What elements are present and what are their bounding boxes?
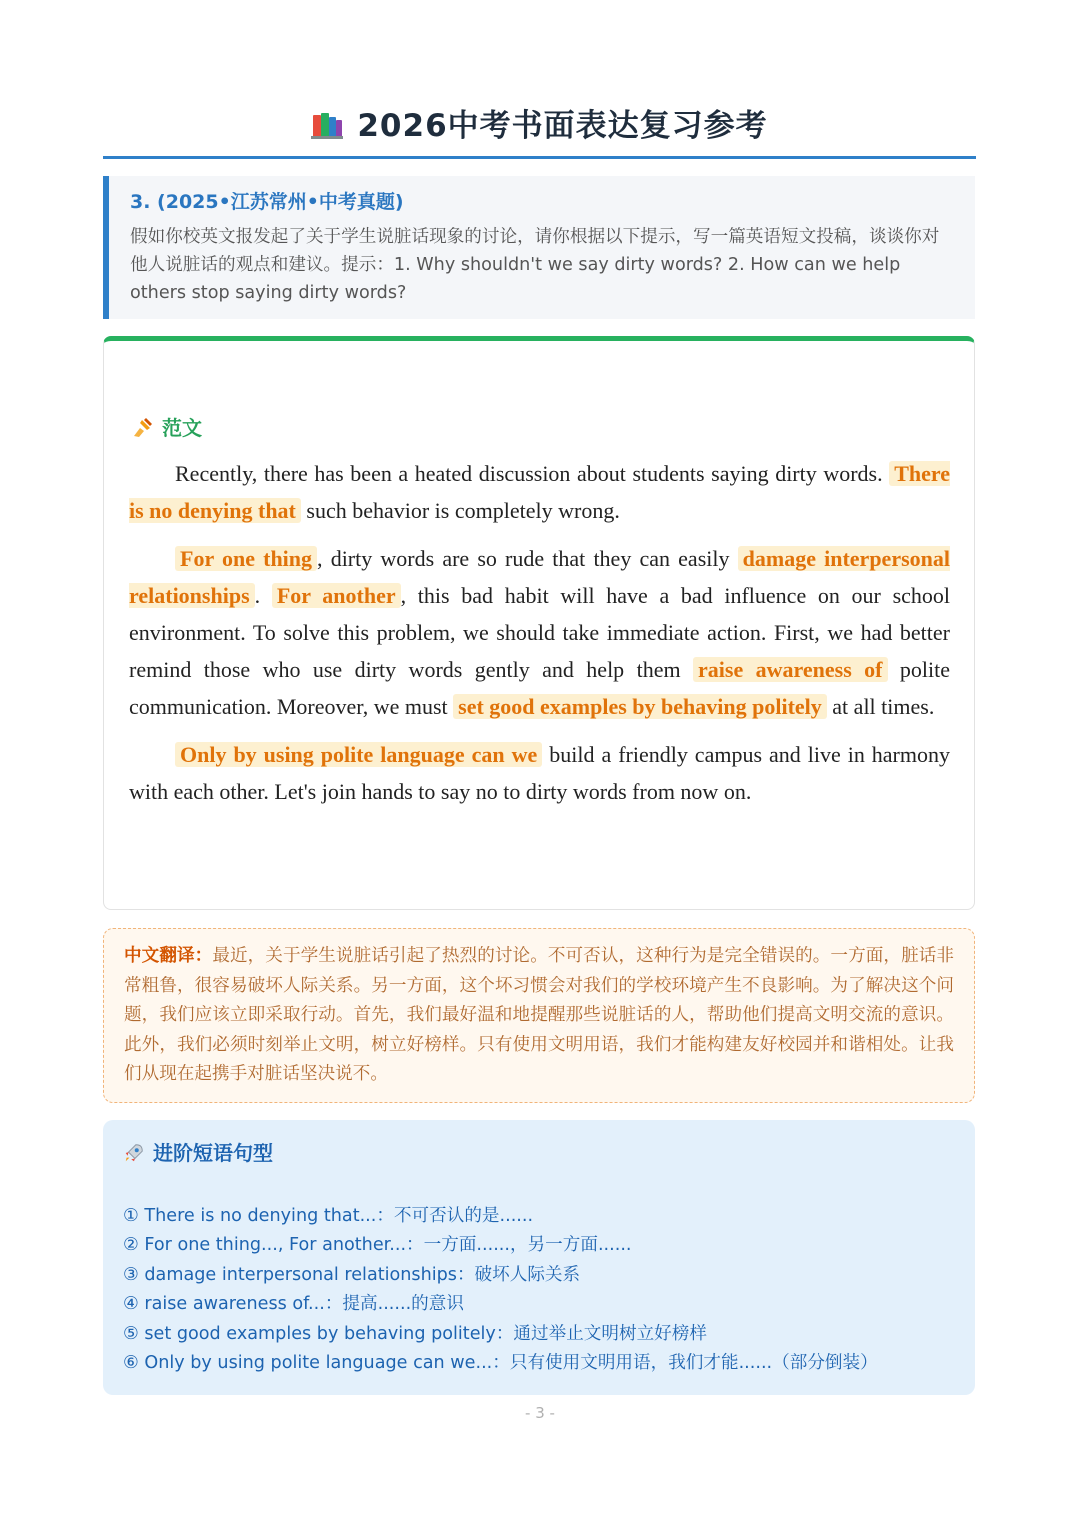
page-title-text: 2026中考书面表达复习参考 [357,108,768,144]
question-box [103,176,975,319]
rocket-icon [123,1142,145,1164]
list-item: ② For one thing..., For another...：一方面......，另一方面...... [123,1235,632,1256]
highlight-phrase: raise awareness of [693,657,888,682]
list-item: ④ raise awareness of...：提高......的意识 [123,1294,464,1315]
highlight-phrase: For another [272,583,401,608]
page-title [103,104,976,148]
essay-label-text: 范文 [162,416,202,440]
list-item: ⑥ Only by using polite language can we...：只有使用文明用语，我们才能......（部分倒装） [123,1353,878,1374]
translation-box [103,928,975,1103]
writing-hand-icon [130,416,154,440]
essay-text: build a friendly campus and live in harmony with each other. Let's join hands to say no to dirty words from now on. [129,742,950,804]
highlight-phrase: Only by using polite language can we [175,742,542,767]
page-number: - 3 - [525,1404,555,1422]
essay-paragraph-3 [129,736,950,810]
highlight-phrase: damage interpersonal relationships [129,546,950,608]
essay-paragraph-1 [129,455,950,529]
essay-text: polite communication. Moreover, we must [129,657,951,719]
phrases-title [123,1138,955,1168]
phrase-list [123,1202,878,1378]
phrases-box [103,1120,975,1395]
highlight-phrase: There is no denying that [129,461,950,523]
title-divider [103,156,976,159]
question-text: 假如你校英文报发起了关于学生说脏话现象的讨论，请你根据以下提示，写一篇英语短文投稿，谈谈你对他人说脏话的观点和建议。提示：1. Why shouldn't we say dirty words? 2. How can we help others stop saying dirty words? [130,227,940,303]
essay-text: at all times. [826,694,935,719]
essay-text: Recently, there has been a heated discussion about students saying dirty words. [175,461,890,486]
essay-body [129,455,950,821]
essay-label [130,413,202,443]
essay-text: such behavior is completely wrong. [300,498,620,523]
list-item: ③ damage interpersonal relationships：破坏人际关系 [123,1264,581,1285]
books-icon [311,111,343,139]
essay-paragraph-2 [129,540,950,725]
list-item: ① There is no denying that...：不可否认的是...... [123,1206,534,1226]
highlight-phrase: set good examples by behaving politely [453,694,827,719]
essay-text: , dirty words are so rude that they can easily [317,546,738,571]
phrases-title-text: 进阶短语句型 [153,1141,273,1165]
list-item: ⑤ set good examples by behaving politely：通过举止文明树立好榜样 [123,1323,707,1344]
essay-text: . [254,583,272,608]
translation-label: 中文翻译： [124,946,213,966]
question-source: 3. (2025•江苏常州•中考真题) [130,191,404,213]
highlight-phrase: For one thing [175,546,317,571]
essay-card [103,336,975,910]
essay-text: , this bad habit will have a bad influence on our school environment. To solve this problem, we should take immediate action. First, we had better remind those who use dirty words gently and help them [129,583,951,682]
translation-text: 最近，关于学生说脏话引起了热烈的讨论。不可否认，这种行为是完全错误的。一方面，脏话非常粗鲁，很容易破坏人际关系。另一方面，这个坏习惯会对我们的学校环境产生不良影响。为了解决这个问题，我们应该立即采取行动。首先，我们最好温和地提醒那些说脏话的人，帮助他们提高文明交流的意识。此外，我们必须时刻举止文明，树立好榜样。只有使用文明用语，我们才能构建友好校园并和谐相处。让我们从现在起携手对脏话坚决说不。 [124,946,954,1084]
